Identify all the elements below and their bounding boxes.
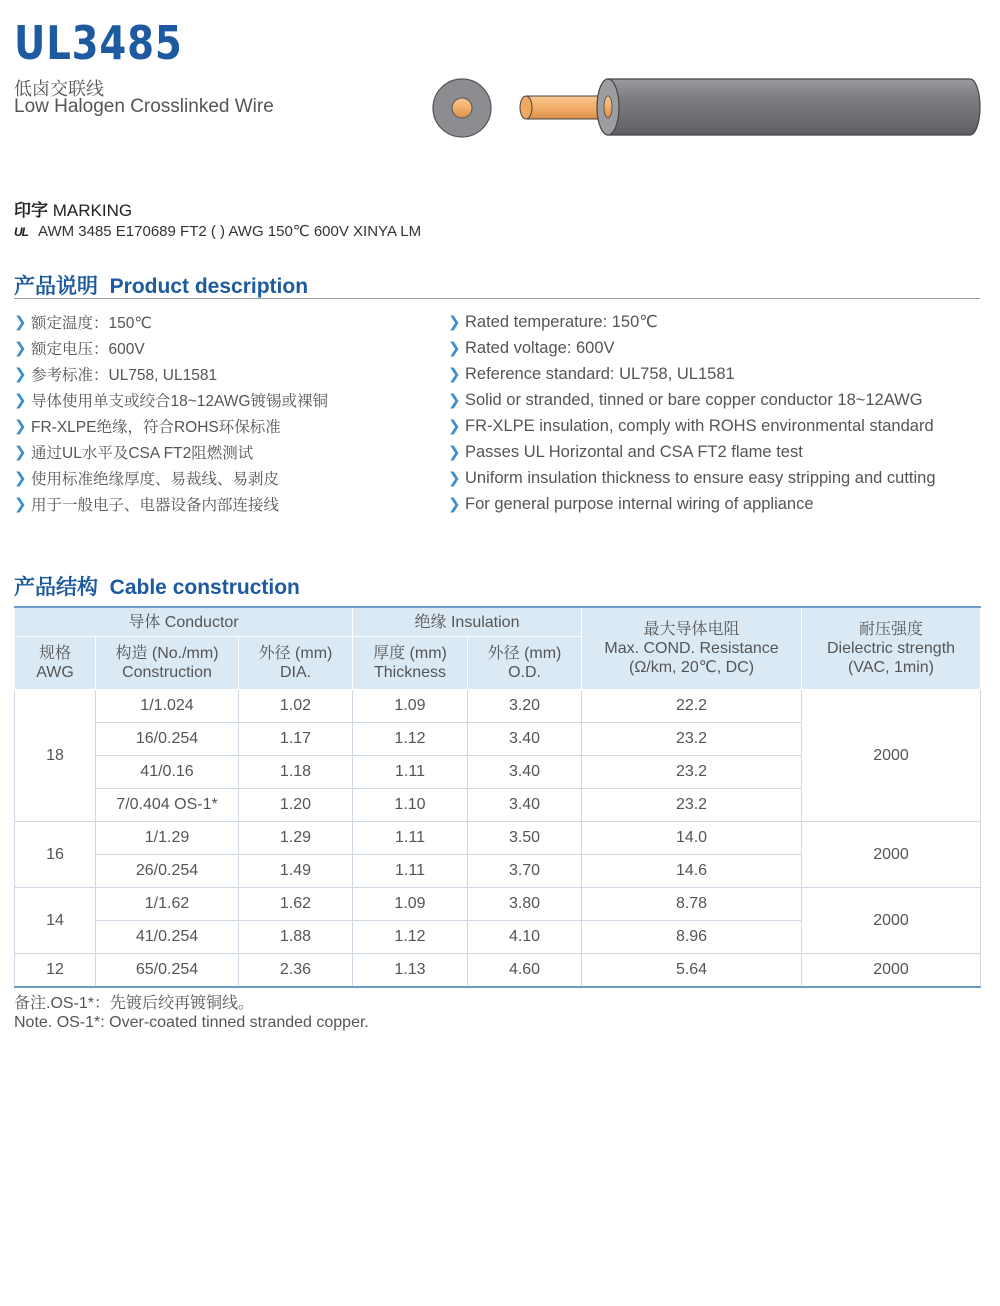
resistance-cell: 8.78: [582, 888, 802, 921]
resistance-header-cn: 最大导体电阻: [643, 621, 740, 638]
thickness-cell: 1.11: [353, 756, 468, 789]
description-item: [448, 309, 936, 335]
dielectric-header-unit: (VAC, 1min): [848, 659, 934, 676]
description-item: [14, 465, 328, 491]
description-item-text: Reference standard: UL758, UL1581: [465, 364, 735, 383]
chevron-right-icon: ❯: [448, 392, 461, 409]
construction-cell: 41/0.16: [96, 756, 239, 789]
description-item-text: 使用标准绝缘厚度、易裁线、易剥皮: [31, 471, 280, 488]
description-item: [14, 335, 328, 361]
description-item-text: Solid or stranded, tinned or bare copper conductor 18~12AWG: [465, 390, 923, 409]
resistance-cell: 14.0: [582, 822, 802, 855]
od-cell: 4.60: [468, 954, 582, 988]
description-item-text: Passes UL Horizontal and CSA FT2 flame test: [465, 442, 803, 461]
dia-cell: 1.29: [239, 822, 353, 855]
od-cell: 3.70: [468, 855, 582, 888]
od-cell: 3.80: [468, 888, 582, 921]
chevron-right-icon: ❯: [14, 444, 27, 461]
dielectric-header-cn: 耐压强度: [859, 621, 924, 638]
awg-header: [15, 637, 96, 690]
dia-cell: 1.62: [239, 888, 353, 921]
resistance-cell: 23.2: [582, 723, 802, 756]
description-item-text: Uniform insulation thickness to ensure easy stripping and cutting: [465, 468, 936, 487]
dia-header-en: DIA.: [279, 664, 312, 681]
description-item: [448, 387, 936, 413]
construction-cell: 1/1.024: [96, 690, 239, 723]
cable-construction-table: [14, 606, 981, 988]
thickness-cell: 1.12: [353, 921, 468, 954]
wire-cross-section: [433, 79, 491, 137]
description-item: [448, 361, 936, 387]
chevron-right-icon: ❯: [448, 418, 461, 435]
dielectric-cell: 2000: [802, 888, 981, 954]
construction-cell: 16/0.254: [96, 723, 239, 756]
marking-text: AWM 3485 E170689 FT2 ( ) AWG 150℃ 600V XINYA LM: [38, 223, 422, 240]
marking-line: [14, 222, 421, 240]
description-item: [14, 439, 328, 465]
dia-header: [239, 637, 353, 690]
product-description-heading-en: Product description: [109, 275, 309, 298]
description-item: [14, 491, 328, 517]
description-item-text: 导体使用单支或绞合18~12AWG镀锡或裸铜: [31, 393, 328, 410]
description-item-text: For general purpose internal wiring of appliance: [465, 494, 814, 513]
insulation-header: 绝缘 Insulation: [353, 607, 582, 637]
awg-header-en: AWG: [36, 664, 74, 681]
construction-cell: 7/0.404 OS-1*: [96, 789, 239, 822]
resistance-header-unit: (Ω/km, 20℃, DC): [628, 659, 755, 676]
cable-construction-heading-cn: 产品结构: [14, 576, 98, 599]
resistance-cell: 8.96: [582, 921, 802, 954]
od-header-en: O.D.: [508, 664, 541, 681]
resistance-cell: 23.2: [582, 789, 802, 822]
chevron-right-icon: ❯: [14, 496, 27, 513]
product-name-cn: 低卤交联线: [14, 79, 104, 99]
thickness-cell: 1.12: [353, 723, 468, 756]
chevron-right-icon: ❯: [448, 366, 461, 383]
description-list-en: [448, 309, 936, 517]
wire-illustration: [430, 72, 985, 144]
thickness-header-en: Thickness: [373, 664, 447, 681]
marking-title: [14, 196, 132, 221]
description-item-text: 用于一般电子、电器设备内部连接线: [31, 497, 280, 514]
od-cell: 4.10: [468, 921, 582, 954]
description-item: [14, 387, 328, 413]
description-item: [448, 413, 936, 439]
dia-cell: 1.20: [239, 789, 353, 822]
description-list-cn: [14, 309, 328, 517]
description-item-text: Rated voltage: 600V: [465, 338, 615, 357]
awg-cell: 14: [15, 888, 96, 954]
description-item-text: Rated temperature: 150℃: [465, 313, 658, 331]
resistance-cell: 23.2: [582, 756, 802, 789]
dielectric-cell: 2000: [802, 822, 981, 888]
thickness-cell: 1.13: [353, 954, 468, 988]
chevron-right-icon: ❯: [14, 392, 27, 409]
dia-cell: 1.18: [239, 756, 353, 789]
description-item-text: 额定电压：600V: [31, 341, 145, 358]
description-item-text: 额定温度：150℃: [31, 315, 152, 332]
dielectric-cell: 2000: [802, 954, 981, 988]
thickness-cell: 1.11: [353, 822, 468, 855]
description-item: [14, 413, 328, 439]
construction-cell: 65/0.254: [96, 954, 239, 988]
description-item: [448, 439, 936, 465]
chevron-right-icon: ❯: [14, 418, 27, 435]
dia-cell: 2.36: [239, 954, 353, 988]
chevron-right-icon: ❯: [14, 314, 27, 331]
dielectric-cell: 2000: [802, 690, 981, 822]
note-en: Note. OS-1*: Over-coated tinned stranded copper.: [14, 1014, 369, 1031]
table-row: [15, 954, 981, 988]
description-item: [14, 309, 328, 335]
note-cn: 备注.OS-1*：先镀后绞再镀铜线。: [14, 995, 255, 1012]
awg-cell: 18: [15, 690, 96, 822]
cable-construction-heading-en: Cable construction: [109, 576, 300, 599]
construction-cell: 1/1.29: [96, 822, 239, 855]
thickness-header: [353, 637, 468, 690]
dia-cell: 1.49: [239, 855, 353, 888]
construction-header: [96, 637, 239, 690]
section-divider: [14, 298, 980, 299]
dia-header-cn: 外径 (mm): [258, 645, 333, 662]
awg-cell: 16: [15, 822, 96, 888]
chevron-right-icon: ❯: [448, 444, 461, 461]
wire-side-view: [520, 79, 980, 135]
table-row: [15, 888, 981, 921]
od-cell: 3.20: [468, 690, 582, 723]
resistance-cell: 22.2: [582, 690, 802, 723]
od-cell: 3.40: [468, 756, 582, 789]
description-item-text: 通过UL水平及CSA FT2阻燃测试: [31, 445, 254, 462]
thickness-cell: 1.11: [353, 855, 468, 888]
description-item: [448, 491, 936, 517]
ul-logo-icon: UL: [14, 225, 28, 239]
cable-construction-heading: [14, 571, 300, 601]
chevron-right-icon: ❯: [448, 470, 461, 487]
description-item-text: 参考标准：UL758, UL1581: [31, 367, 218, 384]
dia-cell: 1.88: [239, 921, 353, 954]
construction-header-en: Construction: [122, 664, 212, 681]
dielectric-header-en: Dielectric strength: [826, 640, 956, 657]
description-item: [448, 465, 936, 491]
dielectric-header: [802, 607, 981, 690]
awg-cell: 12: [15, 954, 96, 988]
chevron-right-icon: ❯: [14, 340, 27, 357]
od-header: [468, 637, 582, 690]
construction-cell: 41/0.254: [96, 921, 239, 954]
chevron-right-icon: ❯: [448, 496, 461, 513]
marking-title-en: MARKING: [52, 201, 133, 220]
product-model-title: UL3485: [14, 16, 183, 70]
chevron-right-icon: ❯: [448, 314, 461, 331]
resistance-cell: 14.6: [582, 855, 802, 888]
thickness-header-cn: 厚度 (mm): [373, 645, 447, 662]
od-header-cn: 外径 (mm): [487, 645, 562, 662]
od-cell: 3.40: [468, 789, 582, 822]
product-description-heading-cn: 产品说明: [14, 275, 98, 298]
od-cell: 3.50: [468, 822, 582, 855]
resistance-header: [582, 607, 802, 690]
description-item: [14, 361, 328, 387]
product-name-en: Low Halogen Crosslinked Wire: [14, 96, 274, 117]
construction-cell: 1/1.62: [96, 888, 239, 921]
chevron-right-icon: ❯: [14, 366, 27, 383]
thickness-cell: 1.10: [353, 789, 468, 822]
chevron-right-icon: ❯: [14, 470, 27, 487]
marking-title-cn: 印字: [14, 201, 48, 220]
table-row: [15, 690, 981, 723]
table-row: [15, 822, 981, 855]
construction-header-cn: 构造 (No./mm): [115, 645, 219, 662]
description-item-text: FR-XLPE绝缘，符合ROHS环保标准: [31, 419, 281, 436]
resistance-cell: 5.64: [582, 954, 802, 988]
chevron-right-icon: ❯: [448, 340, 461, 357]
resistance-header-en: Max. COND. Resistance: [604, 640, 779, 657]
awg-header-cn: 规格: [38, 645, 71, 662]
dia-cell: 1.17: [239, 723, 353, 756]
dia-cell: 1.02: [239, 690, 353, 723]
product-description-heading: [14, 270, 308, 300]
od-cell: 3.40: [468, 723, 582, 756]
description-item-text: FR-XLPE insulation, comply with ROHS environmental standard: [465, 416, 934, 435]
construction-cell: 26/0.254: [96, 855, 239, 888]
description-item: [448, 335, 936, 361]
conductor-header: 导体 Conductor: [15, 607, 353, 637]
thickness-cell: 1.09: [353, 888, 468, 921]
thickness-cell: 1.09: [353, 690, 468, 723]
